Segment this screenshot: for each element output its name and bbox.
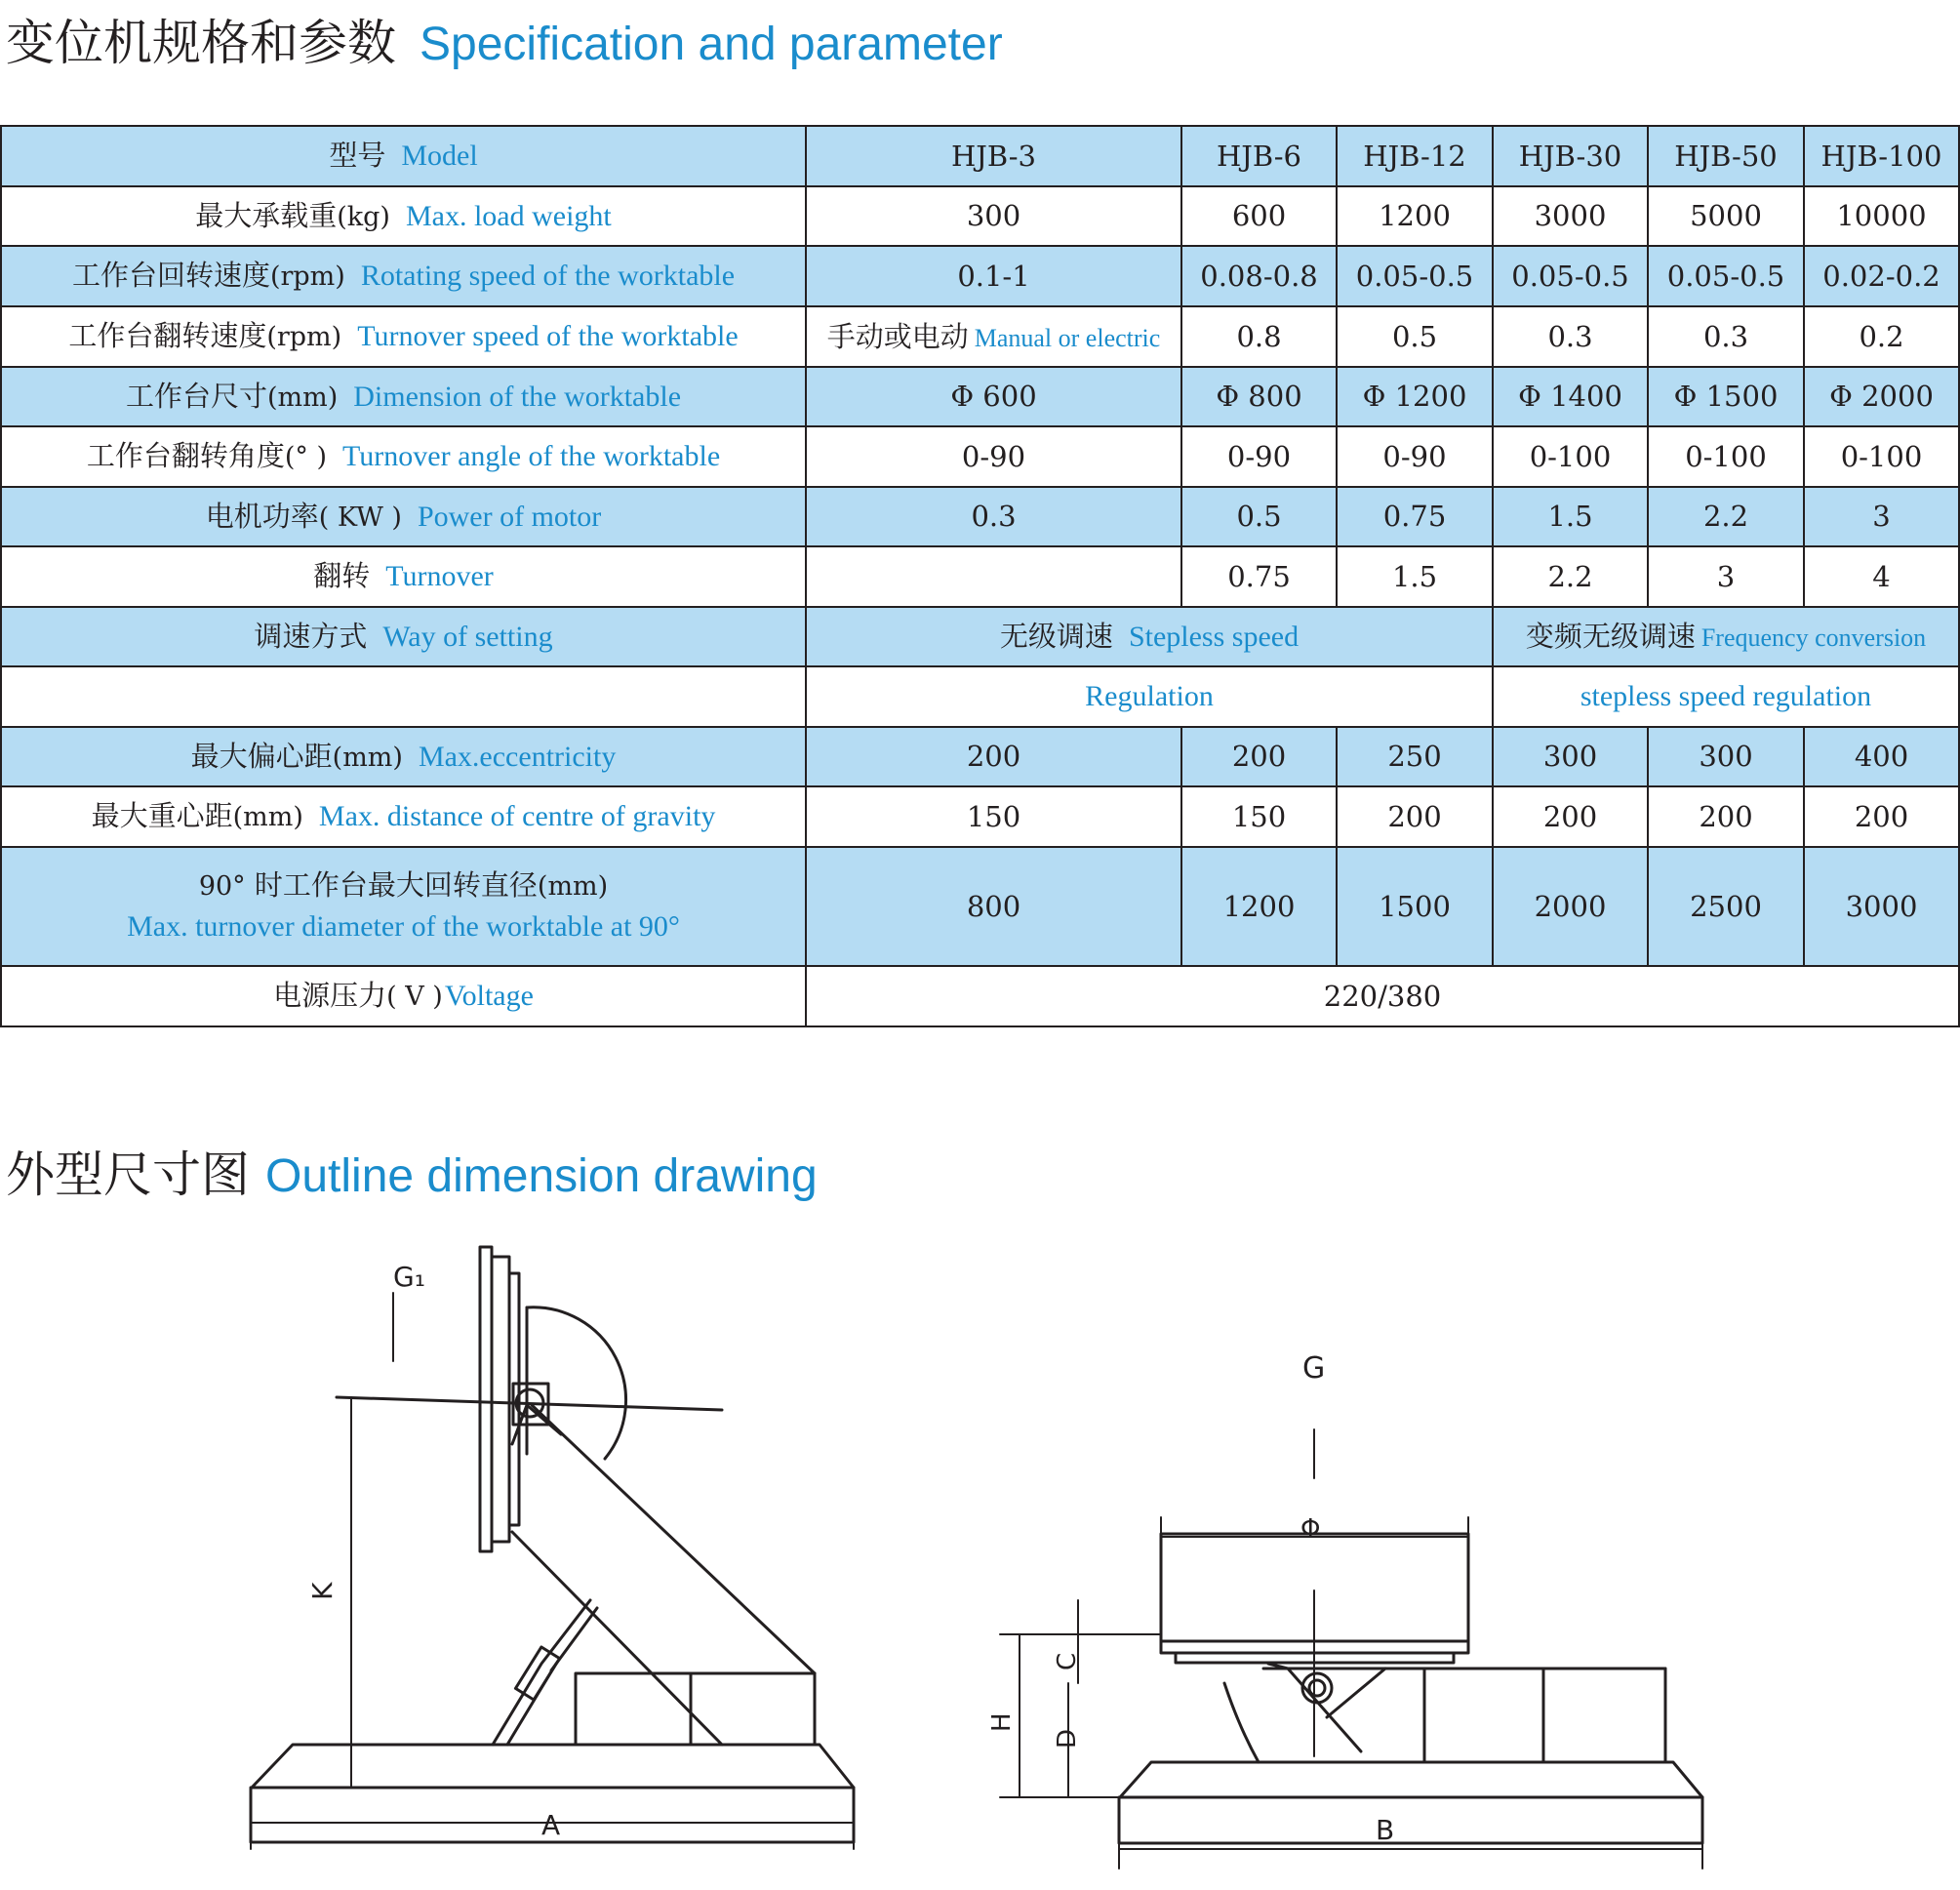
value-cell — [806, 546, 1181, 607]
value-cell: Φ 1400 — [1493, 367, 1648, 426]
value-cell: 200 — [1337, 786, 1493, 847]
param-unit: (mm) — [332, 742, 403, 773]
row-turnover-angle — [1, 426, 1959, 487]
setting-group-stepless — [806, 607, 1493, 666]
value-cell: 800 — [806, 847, 1181, 966]
param-zh: 电机功率 — [205, 499, 319, 533]
side-cylinder-body — [515, 1647, 559, 1700]
value-cell: Φ 800 — [1181, 367, 1337, 426]
row-turnover — [1, 546, 1959, 607]
value-cell: 0-90 — [806, 426, 1181, 487]
model-cell: HJB-100 — [1804, 126, 1959, 186]
param-zh: 最大偏心距 — [190, 739, 333, 773]
param-en: Way of setting — [382, 620, 553, 653]
param-unit: (mm) — [537, 871, 609, 903]
value-cell: 200 — [806, 727, 1181, 786]
front-label-g: G — [1302, 1351, 1326, 1386]
side-base — [252, 1745, 854, 1788]
param-unit: ( V ) — [386, 982, 443, 1012]
value-cell: 0.05-0.5 — [1648, 246, 1804, 306]
value-cell: 200 — [1804, 786, 1959, 847]
row-voltage — [1, 966, 1959, 1026]
param-cell — [1, 367, 806, 426]
model-cell: HJB-6 — [1181, 126, 1337, 186]
value-cell: 150 — [806, 786, 1181, 847]
param-unit: (mm) — [266, 382, 339, 413]
spec-heading-zh: 变位机规格和参数 — [6, 15, 396, 71]
value-cell: 0.3 — [1493, 306, 1648, 367]
param-en: Dimension of the worktable — [353, 380, 682, 413]
param-en: Model — [401, 140, 478, 172]
param-cell — [1, 246, 806, 306]
value-zh: 无级调速 — [999, 619, 1113, 653]
value-cell: Φ 600 — [806, 367, 1181, 426]
model-cell: HJB-3 — [806, 126, 1181, 186]
value-cell: 600 — [1181, 186, 1337, 246]
param-cell — [1, 487, 806, 546]
value-cell: Φ 1200 — [1337, 367, 1493, 426]
front-label-b: B — [1376, 1814, 1395, 1846]
front-motor-box — [1424, 1669, 1543, 1762]
front-view-drawing — [987, 1351, 1702, 1869]
value-cell: 0.02-0.2 — [1804, 246, 1959, 306]
value-cell: 0.5 — [1337, 306, 1493, 367]
outline-heading-en: Outline dimension drawing — [265, 1150, 818, 1202]
value-cell: 1500 — [1337, 847, 1493, 966]
value-cell: 0-90 — [1337, 426, 1493, 487]
value-cell: Φ 2000 — [1804, 367, 1959, 426]
value-cell: 0.75 — [1337, 487, 1493, 546]
outline-drawings — [0, 1210, 1960, 1890]
value-cell: 200 — [1648, 786, 1804, 847]
row-dimension — [1, 367, 1959, 426]
value-cell: 0-100 — [1804, 426, 1959, 487]
side-label-a: A — [541, 1809, 561, 1841]
setting-group-frequency — [1493, 607, 1959, 666]
value-en: Stepless speed — [1128, 620, 1300, 653]
value-cell: 300 — [806, 186, 1181, 246]
param-cell — [1, 126, 806, 186]
param-zh: 电源压力 — [273, 979, 387, 1012]
row-model — [1, 126, 1959, 186]
param-cell — [1, 306, 806, 367]
row-motor-power — [1, 487, 1959, 546]
front-arc — [1224, 1683, 1259, 1762]
value-cell: 5000 — [1648, 186, 1804, 246]
spec-table — [0, 125, 1960, 1027]
value-cell: 3000 — [1493, 186, 1648, 246]
value-cell: 3000 — [1804, 847, 1959, 966]
value-cell: 10000 — [1804, 186, 1959, 246]
value-cell: 0.2 — [1804, 306, 1959, 367]
param-en: Voltage — [444, 980, 534, 1012]
front-motor-box-2 — [1543, 1669, 1665, 1762]
model-cell: HJB-12 — [1337, 126, 1493, 186]
model-cell: HJB-30 — [1493, 126, 1648, 186]
param-en: Rotating speed of the worktable — [360, 260, 736, 292]
row-eccentricity — [1, 727, 1959, 786]
param-en: Turnover — [385, 560, 494, 592]
value-cell: 0-100 — [1648, 426, 1804, 487]
value-cell: 0-100 — [1493, 426, 1648, 487]
value-cell: Φ 1500 — [1648, 367, 1804, 426]
side-table-plate — [480, 1247, 492, 1551]
row-turnover-speed — [1, 306, 1959, 367]
value-cell: 150 — [1181, 786, 1337, 847]
param-cell — [1, 786, 806, 847]
value-cell: 0.1-1 — [806, 246, 1181, 306]
value-cell: 2500 — [1648, 847, 1804, 966]
value-cell: 250 — [1337, 727, 1493, 786]
side-motor-box — [576, 1673, 691, 1745]
value-cell: 2000 — [1493, 847, 1648, 966]
front-label-d: D — [1053, 1728, 1082, 1749]
value-cell: 0.3 — [806, 487, 1181, 546]
setting-group-stepless-cont — [806, 666, 1493, 727]
param-en: Max. load weight — [405, 199, 612, 232]
param-zh: 工作台尺寸 — [125, 379, 267, 413]
param-cell — [1, 607, 806, 666]
value-en: Regulation — [1085, 680, 1214, 712]
model-cell: HJB-50 — [1648, 126, 1804, 186]
voltage-value: 220/380 — [806, 966, 1959, 1026]
value-cell: 3 — [1648, 546, 1804, 607]
param-en: Max. turnover diameter of the worktable at 90° — [127, 910, 680, 944]
param-en: Turnover angle of the worktable — [342, 440, 721, 472]
value-cell: 0.8 — [1181, 306, 1337, 367]
value-en: stepless speed regulation — [1580, 680, 1872, 712]
row-load — [1, 186, 1959, 246]
spec-heading-en: Specification and parameter — [420, 19, 1003, 70]
outline-heading — [6, 1136, 818, 1206]
side-motor-box-2 — [691, 1673, 815, 1745]
row-way-of-setting-cont — [1, 666, 1959, 727]
value-cell: 0.08-0.8 — [1181, 246, 1337, 306]
value-cell: 0.5 — [1181, 487, 1337, 546]
param-zh: 最大承载重 — [195, 198, 338, 232]
param-en: Power of motor — [417, 500, 602, 533]
value-cell: 2.2 — [1493, 546, 1648, 607]
value-cell: 1.5 — [1493, 487, 1648, 546]
row-rotating-speed — [1, 246, 1959, 306]
param-zh: 时工作台最大回转直径 — [254, 868, 538, 903]
param-zh: 工作台翻转速度 — [68, 319, 267, 352]
front-base — [1120, 1762, 1702, 1797]
side-frame — [512, 1405, 815, 1745]
param-unit: (rpm) — [266, 322, 342, 352]
param-zh: 工作台回转速度 — [71, 259, 270, 292]
param-cell — [1, 546, 806, 607]
value-en: Frequency conversion — [1700, 623, 1927, 653]
value-cell: 200 — [1181, 727, 1337, 786]
value-cell: 0.3 — [1648, 306, 1804, 367]
row-gravity — [1, 786, 1959, 847]
param-unit: (mm) — [232, 802, 303, 832]
setting-group-frequency-cont — [1493, 666, 1959, 727]
param-zh: 翻转 — [313, 559, 371, 592]
value-zh: 变频无级调速 — [1525, 620, 1696, 654]
param-zh: 调速方式 — [254, 619, 368, 653]
param-cell-empty — [1, 666, 806, 727]
side-view-drawing — [251, 1247, 854, 1849]
param-unit: (rpm) — [269, 261, 345, 292]
row-turnover-diameter — [1, 847, 1959, 966]
side-table-plate-2 — [492, 1257, 509, 1542]
param-en: Max. distance of centre of gravity — [318, 800, 716, 832]
value-cell: 300 — [1493, 727, 1648, 786]
param-cell — [1, 966, 806, 1026]
param-cell — [1, 847, 806, 966]
front-label-phi: Φ — [1300, 1514, 1321, 1544]
front-base-plate — [1119, 1797, 1702, 1843]
value-cell: 400 — [1804, 727, 1959, 786]
front-label-c: C — [1053, 1652, 1082, 1670]
front-label-h: H — [987, 1712, 1017, 1732]
value-cell: 3 — [1804, 487, 1959, 546]
param-en: Max.eccentricity — [418, 740, 617, 773]
param-zh: 型号 — [329, 139, 386, 172]
param-cell — [1, 186, 806, 246]
spec-heading — [6, 4, 1003, 74]
value-cell: 0.05-0.5 — [1337, 246, 1493, 306]
param-line — [8, 865, 799, 905]
param-cell — [1, 426, 806, 487]
value-cell: 4 — [1804, 546, 1959, 607]
side-label-k: K — [306, 1582, 339, 1600]
outline-heading-zh: 外型尺寸图 — [6, 1146, 250, 1203]
value-cell: 0.05-0.5 — [1493, 246, 1648, 306]
value-cell: 200 — [1493, 786, 1648, 847]
param-unit: ( KW ) — [318, 502, 402, 533]
param-unit: (kg) — [337, 201, 390, 232]
value-cell: 300 — [1648, 727, 1804, 786]
side-label-g1: G₁ — [393, 1261, 425, 1293]
param-pre: 90° — [198, 871, 246, 903]
value-cell: 1200 — [1337, 186, 1493, 246]
param-cell — [1, 727, 806, 786]
value-cell: 1200 — [1181, 847, 1337, 966]
param-en: Turnover speed of the worktable — [357, 320, 739, 352]
param-unit: (° ) — [284, 442, 328, 472]
value-zh: 手动或电动 — [826, 319, 969, 353]
value-cell: 0-90 — [1181, 426, 1337, 487]
param-zh: 工作台翻转角度 — [86, 439, 285, 472]
value-cell: 1.5 — [1337, 546, 1493, 607]
value-en: Manual or electric — [974, 323, 1161, 352]
value-cell: 0.75 — [1181, 546, 1337, 607]
value-cell: 2.2 — [1648, 487, 1804, 546]
row-way-of-setting — [1, 607, 1959, 666]
param-zh: 最大重心距 — [91, 799, 233, 832]
value-cell — [806, 306, 1181, 367]
